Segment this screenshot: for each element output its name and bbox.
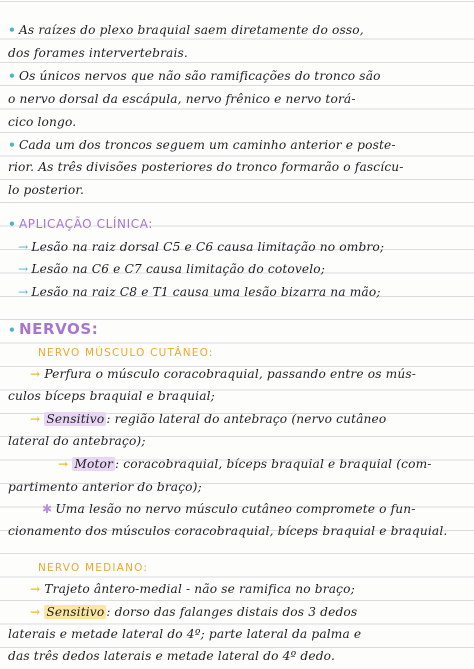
note-line: → Perfura o músculo coracobraquial, passando entre os mús- [30, 367, 417, 381]
motor-line: → Motor : coracobraquial, bíceps braquial e braquial (com- [58, 457, 432, 471]
mediano-heading: NERVO MEDIANO: [38, 562, 149, 574]
sensitivo-line: → Sensitivo : dorso das falanges distais dos 3 dedos [30, 605, 358, 619]
note-line: dos forames intervertebrais. [8, 46, 188, 60]
note-line: • Cada um dos troncos seguem um caminho anterior e poste- [8, 138, 396, 152]
bullet-icon: • [8, 323, 16, 337]
note-line: lo posterior. [8, 183, 84, 197]
nervos-heading: • NERVOS: [8, 320, 99, 338]
note-line: partimento anterior do braço); [8, 480, 202, 494]
bullet-icon: • [8, 69, 16, 83]
trajeto-line: → Trajeto ântero-medial - não se ramifica no braço; [30, 582, 355, 596]
arrow-icon: → [58, 457, 69, 471]
arrow-icon: → [18, 262, 29, 276]
arrow-icon: → [30, 605, 41, 619]
musculo-cutaneo-heading: NERVO MÚSCULO CUTÂNEO: [38, 347, 214, 359]
arrow-icon: → [18, 240, 29, 254]
sensitivo-label: Sensitivo [46, 605, 105, 619]
bullet-icon: • [8, 138, 16, 152]
bullet-icon: • [8, 217, 16, 231]
obs-line: ✱ Uma lesão no nervo músculo cutâneo compromete o fun- [42, 502, 416, 516]
note-line: rior. As três divisões posteriores do tronco formarão o fascícu- [8, 160, 404, 174]
clinical-item: → Lesão na raiz C8 e T1 causa uma lesão bizarra na mão; [18, 285, 381, 299]
motor-label: Motor [74, 457, 114, 471]
note-line: culos bíceps braquial e braquial; [8, 389, 215, 403]
clinical-item: → Lesão na C6 e C7 causa limitação do cotovelo; [18, 262, 326, 276]
arrow-icon: → [30, 367, 41, 381]
arrow-icon: → [18, 285, 29, 299]
sensitivo-label: Sensitivo [46, 412, 105, 426]
sensitivo-line: → Sensitivo : região lateral do antebraço (nervo cutâneo [30, 412, 387, 426]
note-line: cico longo. [8, 115, 77, 129]
aplicacao-heading: • APLICAÇÃO CLÍNICA: [8, 217, 153, 231]
note-line: laterais e metade lateral do 4º; parte lateral da palma e [8, 627, 362, 641]
note-line: o nervo dorsal da escápula, nervo frênico e nervo torá- [8, 92, 356, 106]
note-line: • As raízes do plexo braquial saem diretamente do osso, [8, 23, 364, 37]
note-line: lateral do antebraço); [8, 434, 146, 448]
note-line: • Os únicos nervos que não são ramificações do tronco são [8, 69, 381, 83]
note-line: das três dedos laterais e metade lateral do 4º dedo. [8, 649, 335, 663]
arrow-icon: → [30, 412, 41, 426]
asterisk-icon: ✱ [42, 502, 53, 516]
note-line: cionamento dos músculos coracobraquial, bíceps braquial e braquial. [8, 524, 448, 538]
clinical-item: → Lesão na raiz dorsal C5 e C6 causa limitação no ombro; [18, 240, 385, 254]
bullet-icon: • [8, 23, 16, 37]
arrow-icon: → [30, 582, 41, 596]
